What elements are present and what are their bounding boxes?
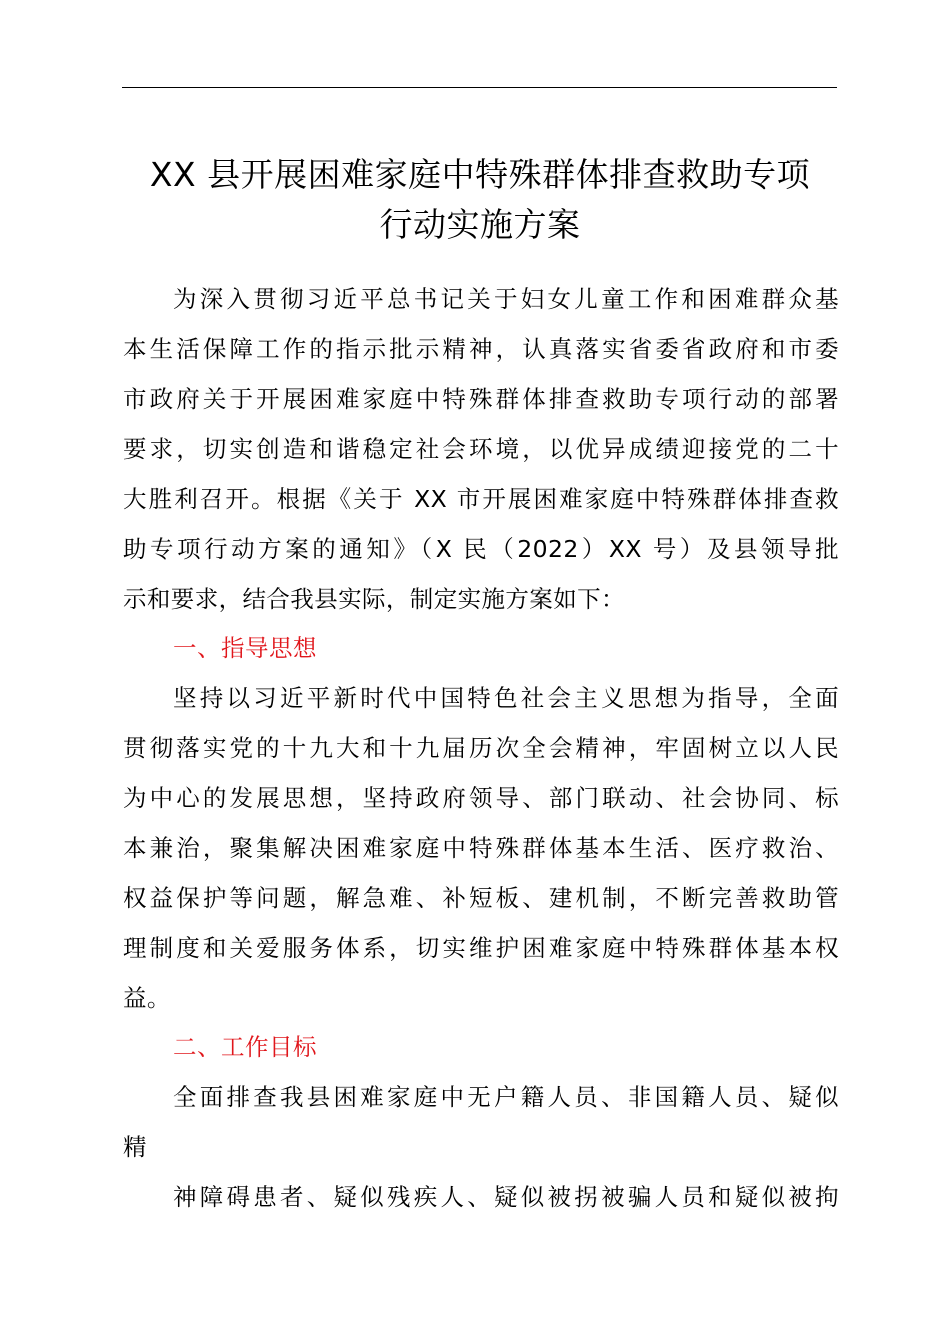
section-2-heading: 二、工作目标 <box>173 1033 317 1061</box>
section-2-line-1: 全面排查我县困难家庭中无户籍人员、非国籍人员、疑似 <box>173 1083 839 1111</box>
intro-line-4: 要求，切实创造和谐稳定社会环境，以优异成绩迎接党的二十 <box>123 435 839 463</box>
intro-line-3: 市政府关于开展困难家庭中特殊群体排查救助专项行动的部署 <box>123 385 839 413</box>
section-1-line-7: 益。 <box>123 984 171 1012</box>
title-line-2: 行动实施方案 <box>379 205 581 244</box>
document-title <box>110 150 850 250</box>
section-1-heading: 一、指导思想 <box>173 634 317 662</box>
header-rule <box>122 87 837 88</box>
intro-paragraph <box>123 274 839 624</box>
section-1-line-2: 贯彻落实党的十九大和十九届历次全会精神，牢固树立以人民 <box>123 734 839 762</box>
section-1-line-5: 权益保护等问题，解急难、补短板、建机制，不断完善救助管 <box>123 884 839 912</box>
title-line-1: XX 县开展困难家庭中特殊群体排查救助专项 <box>149 155 811 194</box>
section-1-line-4: 本兼治，聚集解决困难家庭中特殊群体基本生活、医疗救治、 <box>123 834 839 862</box>
section-2 <box>123 1022 839 1222</box>
intro-line-7: 示和要求，结合我县实际，制定实施方案如下： <box>123 585 625 613</box>
section-1 <box>123 623 839 1023</box>
section-1-line-3: 为中心的发展思想，坚持政府领导、部门联动、社会协同、标 <box>123 784 839 812</box>
section-2-line-2: 精 <box>123 1133 147 1161</box>
intro-line-5: 大胜利召开。根据《关于 XX 市开展困难家庭中特殊群体排查救 <box>123 485 839 513</box>
section-1-line-1: 坚持以习近平新时代中国特色社会主义思想为指导，全面 <box>173 684 839 712</box>
intro-line-6: 助专项行动方案的通知》（X 民（2022）XX 号）及县领导批 <box>123 535 839 563</box>
intro-line-2: 本生活保障工作的指示批示精神，认真落实省委省政府和市委 <box>123 335 839 363</box>
section-1-line-6: 理制度和关爱服务体系，切实维护困难家庭中特殊群体基本权 <box>123 934 839 962</box>
intro-line-1: 为深入贯彻习近平总书记关于妇女儿童工作和困难群众基 <box>173 285 839 313</box>
section-2-line-3: 神障碍患者、疑似残疾人、疑似被拐被骗人员和疑似被拘 <box>173 1183 839 1211</box>
